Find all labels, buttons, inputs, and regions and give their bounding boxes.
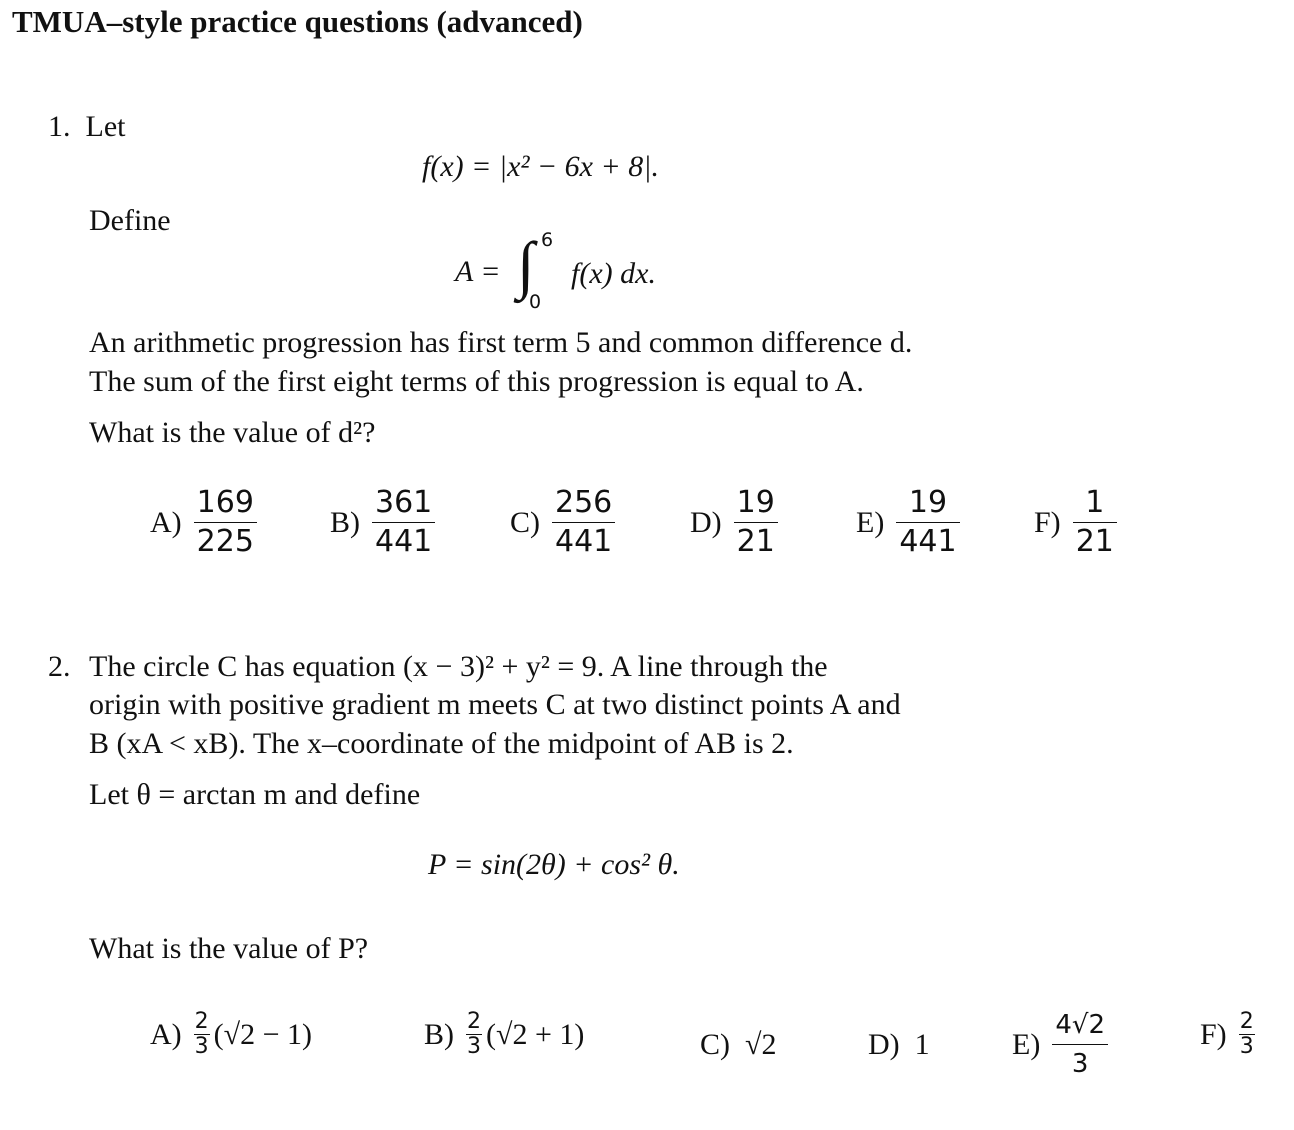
q1-option-e[interactable] [856,484,960,561]
q2-option-b[interactable] [424,1010,584,1059]
q1-option-a-denominator: 225 [196,524,254,559]
integral-lower-limit: 0 [529,291,542,313]
q1-option-f-numerator: 1 [1085,485,1105,520]
q2-text-line-2: origin with positive gradient m meets C at two distinct points A and [89,688,901,721]
integral-upper-limit: 6 [541,229,554,251]
q2-p-definition: P = sin(2θ) + cos² θ. [428,848,680,881]
q2-option-d-label: D) [868,1028,900,1061]
q2-option-b-expression: (√2 + 1) [486,1017,585,1051]
q2-option-d-expression: 1 [914,1028,930,1061]
q1-question: What is the value of d²? [89,416,376,449]
q1-option-f[interactable] [1034,484,1117,561]
q1-number: 1. [48,110,71,143]
q1-option-a[interactable] [150,484,257,561]
q1-option-d-denominator: 21 [736,524,775,559]
q2-option-b-label: B) [424,1017,454,1051]
q1-option-d[interactable] [690,484,778,561]
q2-number: 2. [48,650,71,683]
q2-option-e[interactable] [1012,1006,1108,1083]
q2-option-a[interactable] [150,1010,312,1059]
q2-option-c-label: C) [700,1028,730,1061]
q2-option-f-denominator: 3 [1239,1034,1254,1059]
page-title: TMUA–style practice questions (advanced) [12,4,583,39]
integral-lhs: A = [455,255,501,288]
q2-option-a-numerator: 2 [194,1009,209,1034]
q1-option-c[interactable] [510,484,615,561]
q1-option-a-numerator: 169 [196,485,254,520]
q1-text-line-1: An arithmetic progression has first term 5 and common difference d. [89,326,913,359]
q1-let: Let [85,110,126,143]
q2-option-f[interactable] [1200,1010,1255,1059]
q1-option-f-label: F) [1034,505,1061,539]
q1-option-d-numerator: 19 [736,485,775,520]
q2-text-line-3: B (xA < xB). The x–coordinate of the midpoint of AB is 2. [89,727,794,760]
q1-option-e-denominator: 441 [899,524,957,559]
q1-define: Define [89,204,171,237]
q1-integral-equation [455,225,715,315]
integrand: f(x) dx. [571,257,656,290]
q2-option-b-denominator: 3 [467,1034,481,1059]
q2-text-line-1: The circle C has equation (x − 3)² + y² = 9. A line through the [89,650,828,683]
q1-option-e-label: E) [856,505,885,539]
q1-function-definition: f(x) = |x² − 6x + 8|. [422,150,659,183]
q1-option-c-numerator: 256 [555,485,613,520]
q2-option-d[interactable] [868,1028,930,1062]
q1-option-f-denominator: 21 [1075,524,1114,559]
q2-let-theta: Let θ = arctan m and define [89,778,421,811]
q2-option-e-label: E) [1012,1027,1041,1061]
q2-option-a-label: A) [150,1017,182,1051]
q2-option-f-label: F) [1200,1017,1227,1051]
q2-option-e-denominator: 3 [1071,1049,1089,1079]
q1-intro [48,110,125,144]
q2-option-f-numerator: 2 [1239,1009,1254,1034]
q2-option-c[interactable] [700,1028,776,1062]
q2-option-e-numerator: 4√2 [1055,1010,1105,1040]
q1-option-b-denominator: 441 [375,524,433,559]
q1-option-d-label: D) [690,505,722,539]
q1-option-e-numerator: 19 [908,485,948,520]
q1-option-b-label: B) [330,505,360,539]
q2-option-c-expression: √2 [745,1028,777,1061]
q2-option-b-numerator: 2 [467,1009,481,1034]
q1-option-c-label: C) [510,505,540,539]
q2-option-a-denominator: 3 [194,1034,209,1059]
q1-option-b-numerator: 361 [375,485,433,520]
q2-question: What is the value of P? [89,932,369,965]
q1-option-a-label: A) [150,505,182,539]
q1-option-c-denominator: 441 [555,524,613,559]
integral-sign: ∫ [517,229,535,300]
q1-option-b[interactable] [330,484,435,561]
q2-option-a-expression: (√2 − 1) [213,1017,313,1051]
q1-text-line-2: The sum of the first eight terms of this progression is equal to A. [89,365,864,398]
